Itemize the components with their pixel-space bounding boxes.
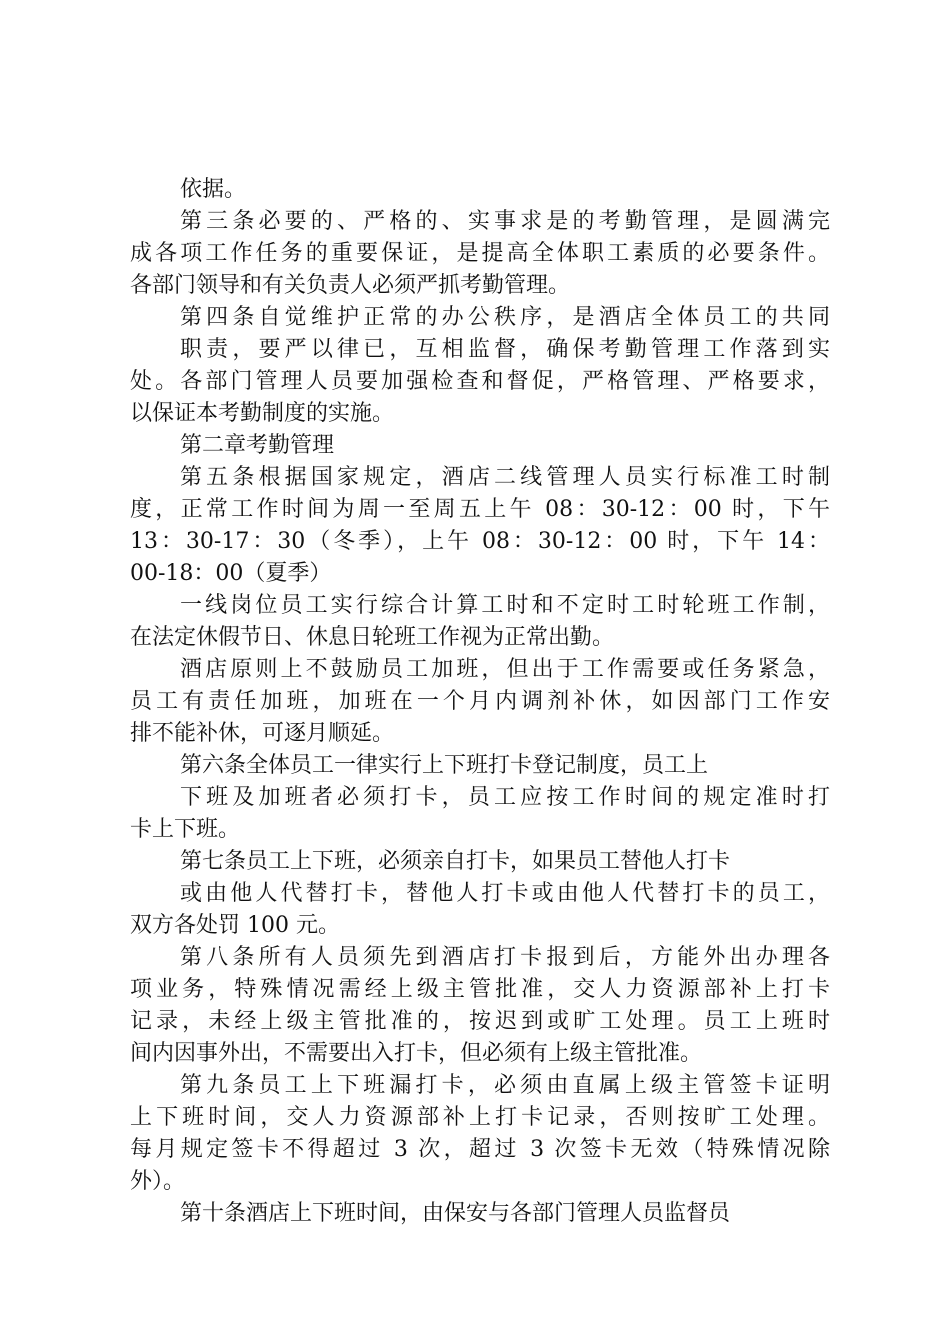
- text-line: 下班及加班者必须打卡，员工应按工作时间的规定准时打: [180, 785, 830, 810]
- text-line: 第四条自觉维护正常的办公秩序，是酒店全体员工的共同: [180, 305, 830, 330]
- document-body: [130, 174, 830, 1230]
- text-line: 项业务，特殊情况需经上级主管批准，交人力资源部补上打卡: [130, 977, 830, 1002]
- text-line: 第七条员工上下班，必须亲自打卡，如果员工替他人打卡: [180, 849, 731, 874]
- text-line: 职责，要严以律已，互相监督，确保考勤管理工作落到实: [180, 337, 830, 362]
- text-line: 成各项工作任务的重要保证，是提高全体职工素质的必要条件。: [130, 241, 830, 266]
- text-line: 13：30-17：30（冬季），上午 08：30-12：00 时，下午 14：: [130, 529, 830, 554]
- text-line: 第五条根据国家规定，酒店二线管理人员实行标准工时制: [180, 465, 830, 490]
- text-line: 一线岗位员工实行综合计算工时和不定时工时轮班工作制，: [180, 593, 830, 618]
- text-line: 上下班时间，交人力资源部补上打卡记录，否则按旷工处理。: [130, 1105, 830, 1130]
- text-line: 双方各处罚 100 元。: [130, 913, 340, 938]
- text-line: 每月规定签卡不得超过 3 次，超过 3 次签卡无效（特殊情况除: [130, 1137, 830, 1162]
- text-line: 外）。: [130, 1169, 186, 1194]
- text-line: 第十条酒店上下班时间，由保安与各部门管理人员监督员: [180, 1201, 731, 1226]
- text-line: 00-18：00（夏季）: [130, 561, 332, 586]
- text-line: 第三条必要的、严格的、实事求是的考勤管理，是圆满完: [180, 209, 830, 234]
- text-line: 员工有责任加班，加班在一个月内调剂补休，如因部门工作安: [130, 689, 830, 714]
- text-line: 第九条员工上下班漏打卡，必须由直属上级主管签卡证明: [180, 1073, 830, 1098]
- text-line: 以保证本考勤制度的实施。: [130, 401, 395, 426]
- text-line: 排不能补休，可逐月顺延。: [130, 721, 395, 746]
- text-line: 依据。: [180, 177, 247, 202]
- text-line: 第六条全体员工一律实行上下班打卡登记制度，员工上: [180, 753, 709, 778]
- text-line: 记录，未经上级主管批准的，按迟到或旷工处理。员工上班时: [130, 1009, 830, 1034]
- text-line: 酒店原则上不鼓励员工加班，但出于工作需要或任务紧急，: [180, 657, 830, 682]
- text-line: 或由他人代替打卡，替他人打卡或由他人代替打卡的员工，: [180, 881, 830, 906]
- text-line: 在法定休假节日、休息日轮班工作视为正常出勤。: [130, 625, 615, 650]
- chapter-heading: 第二章考勤管理: [180, 433, 335, 458]
- text-line: 间内因事外出，不需要出入打卡，但必须有上级主管批准。: [130, 1041, 703, 1066]
- text-line: 各部门领导和有关负责人必须严抓考勤管理。: [130, 273, 571, 298]
- text-line: 第八条所有人员须先到酒店打卡报到后，方能外出办理各: [180, 945, 830, 970]
- text-line: 卡上下班。: [130, 817, 241, 842]
- text-line: 处。各部门管理人员要加强检查和督促，严格管理、严格要求，: [130, 369, 830, 394]
- text-line: 度，正常工作时间为周一至周五上午 08：30-12：00 时，下午: [130, 497, 830, 522]
